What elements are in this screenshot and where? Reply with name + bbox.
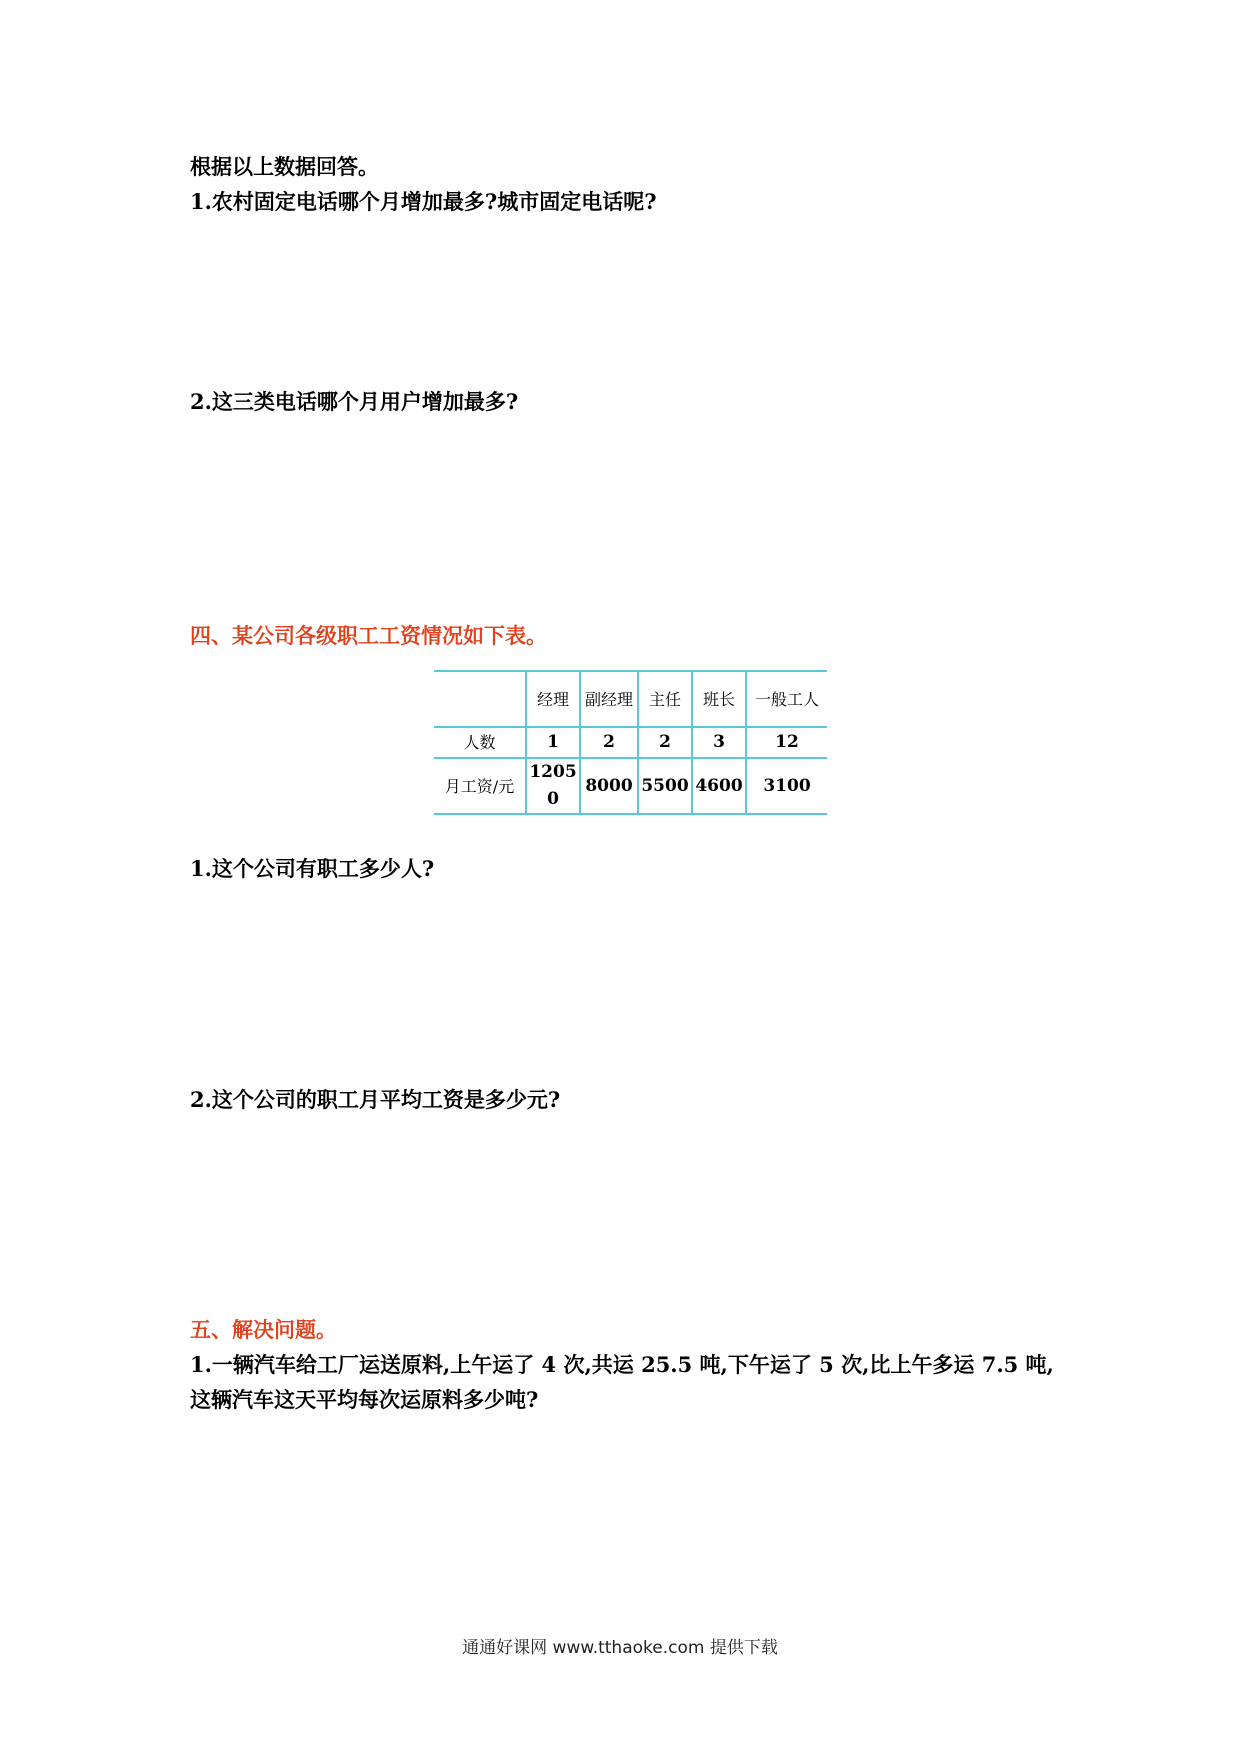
table-row-label: 人数: [434, 727, 526, 758]
section4-question-2: 2.这个公司的职工月平均工资是多少元?: [190, 1087, 561, 1112]
section4-question-1: 1.这个公司有职工多少人?: [190, 856, 435, 881]
table-cell: 12050: [526, 758, 580, 814]
table-row: [434, 727, 827, 758]
wage-table: [434, 670, 827, 815]
table-header-cell: [434, 671, 526, 727]
table-header-row: [434, 671, 827, 727]
section5-question-1-line-2: 这辆汽车这天平均每次运原料多少吨?: [190, 1387, 539, 1412]
table-row-label: 月工资/元: [434, 758, 526, 814]
table-cell: 5500: [638, 758, 692, 814]
table-header-cell: 班长: [692, 671, 746, 727]
section3-question-1: 1.农村固定电话哪个月增加最多?城市固定电话呢?: [190, 189, 657, 214]
table-cell: 2: [638, 727, 692, 758]
table-cell: 12: [746, 727, 827, 758]
table-cell: 4600: [692, 758, 746, 814]
section3-intro: 根据以上数据回答。: [190, 154, 379, 179]
table-cell: 1: [526, 727, 580, 758]
section3-question-2: 2.这三类电话哪个月用户增加最多?: [190, 389, 519, 414]
section5-question-1-line-1: 1.一辆汽车给工厂运送原料,上午运了 4 次,共运 25.5 吨,下午运了 5 次,比上午多运 7.5 吨,: [190, 1352, 1054, 1377]
table-header-cell: 主任: [638, 671, 692, 727]
table-header-cell: 经理: [526, 671, 580, 727]
table-cell: 3100: [746, 758, 827, 814]
table-cell: 3: [692, 727, 746, 758]
table-row: [434, 758, 827, 814]
table-cell: 8000: [580, 758, 638, 814]
table-header-cell: 副经理: [580, 671, 638, 727]
section4-heading: 四、某公司各级职工工资情况如下表。: [190, 623, 547, 648]
footer-credit: 通通好课网 www.tthaoke.com 提供下载: [462, 1638, 778, 1658]
section5-heading: 五、解决问题。: [190, 1317, 337, 1342]
table-cell: 2: [580, 727, 638, 758]
table-header-cell: 一般工人: [746, 671, 827, 727]
